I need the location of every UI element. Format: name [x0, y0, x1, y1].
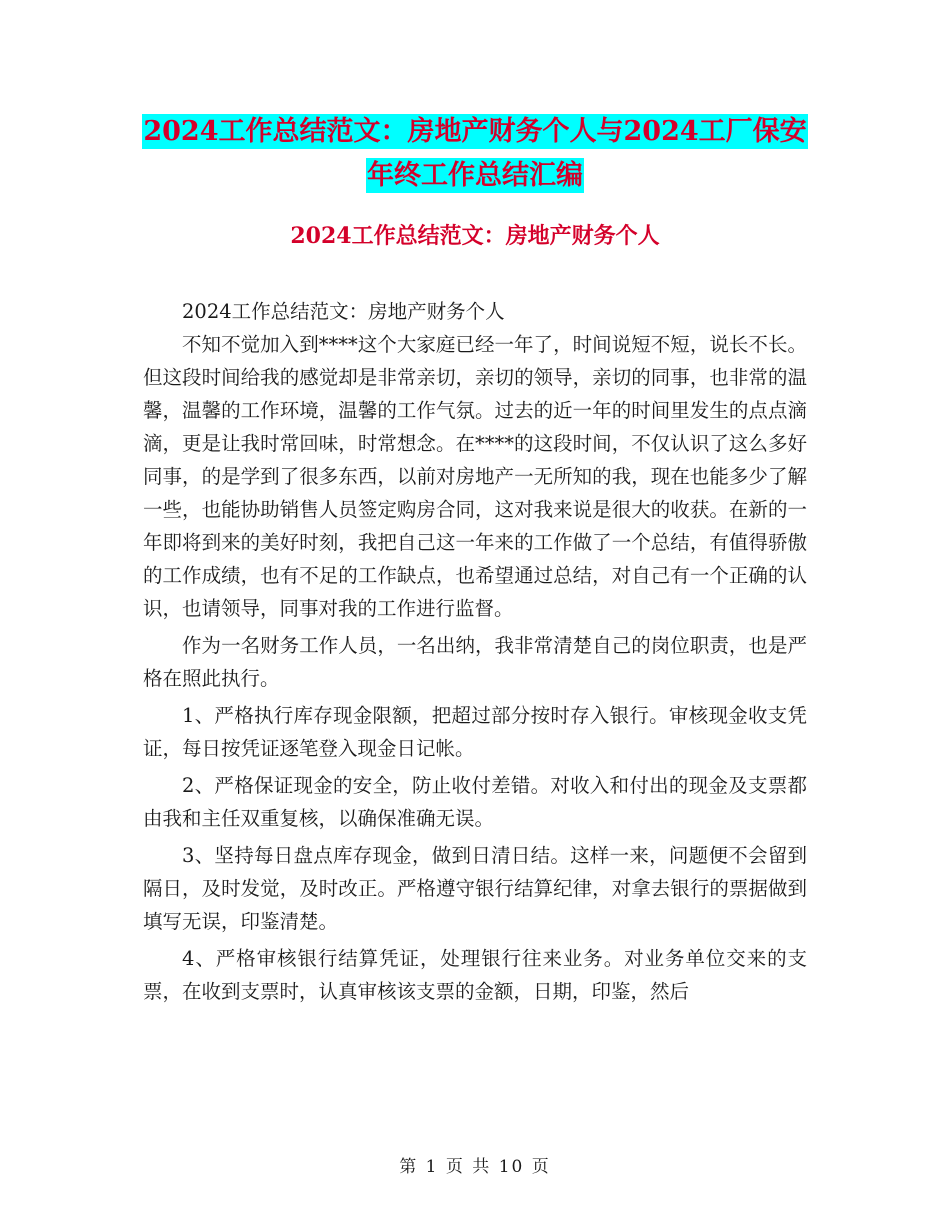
- title-line-2: 年终工作总结汇编: [367, 160, 583, 191]
- paragraph: 不知不觉加入到****这个大家庭已经一年了，时间说短不短，说长不长。但这段时间给我的感觉却是非常亲切，亲切的领导，亲切的同事，也非常的温馨，温馨的工作环境，温馨的工作气氛。过去的近一年的时间里发生的点点滴滴，更是让我时常回味，时常想念。在****的这段时间，不仅认识了这么多好同事，的是学到了很多东西，以前对房地产一无所知的我，现在也能多少了解一些，也能协助销售人员签定购房合同，这对我来说是很大的收获。在新的一年即将到来的美好时刻，我把自己这一年来的工作做了一个总结，有值得骄傲的工作成绩，也有不足的工作缺点，也希望通过总结，对自己有一个正确的认识，也请领导，同事对我的工作进行监督。: [143, 333, 807, 620]
- document-body: [143, 295, 807, 1012]
- paragraph: 4、严格审核银行结算凭证，处理银行往来业务。对业务单位交来的支票，在收到支票时，认真审核该支票的金额，日期，印鉴，然后: [143, 947, 807, 1003]
- document-title: [0, 110, 950, 198]
- paragraph: 1、严格执行库存现金限额，把超过部分按时存入银行。审核现金收支凭证，每日按凭证逐笔登入现金日记帐。: [143, 704, 807, 760]
- title-line-1: 2024工作总结范文：房地产财务个人与2024工厂保安: [143, 116, 807, 147]
- paragraph: 3、坚持每日盘点库存现金，做到日清日结。这样一来，问题便不会留到隔日，及时发觉，及时改正。严格遵守银行结算纪律，对拿去银行的票据做到填写无误，印鉴清楚。: [143, 844, 807, 933]
- section-title: 2024工作总结范文：房地产财务个人: [290, 223, 660, 249]
- paragraph: 2、严格保证现金的安全，防止收付差错。对收入和付出的现金及支票都由我和主任双重复核，以确保准确无误。: [143, 774, 807, 830]
- paragraph: 作为一名财务工作人员，一名出纳，我非常清楚自己的岗位职责，也是严格在照此执行。: [143, 634, 807, 690]
- paragraph: 2024工作总结范文：房地产财务个人: [182, 300, 505, 323]
- page-number-footer: 第 1 页 共 10 页: [399, 1157, 551, 1177]
